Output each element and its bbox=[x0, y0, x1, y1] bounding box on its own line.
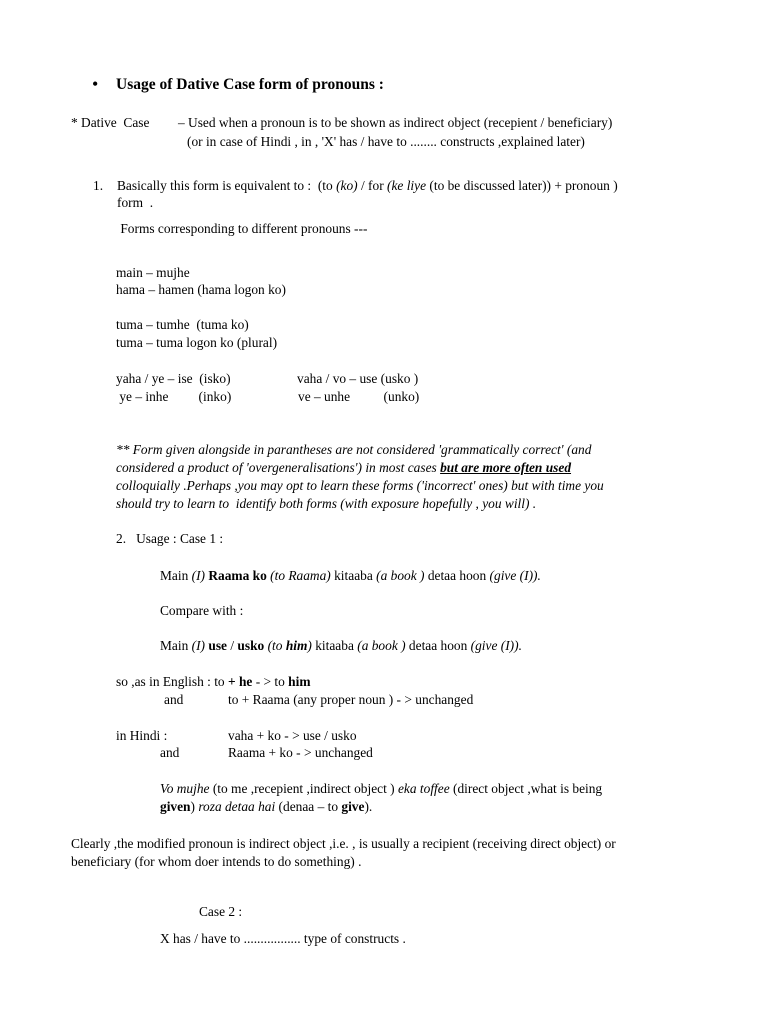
text-run: given bbox=[160, 799, 191, 814]
text-run: - > to bbox=[252, 674, 289, 689]
text-run: Main bbox=[160, 638, 192, 653]
item-1-line-2: form . bbox=[117, 195, 154, 210]
text-run: (to me ,recepient ,indirect object ) bbox=[209, 781, 398, 796]
pronoun-row: tuma – tuma logon ko (plural) bbox=[116, 335, 278, 350]
text-run: him bbox=[288, 674, 311, 689]
hindi-label: in Hindi : bbox=[116, 728, 168, 743]
summary-line-2: beneficiary (for whom doer intends to do something) . bbox=[71, 854, 362, 869]
english-and: and bbox=[164, 692, 184, 707]
note-line-4: should try to learn to identify both forms (with exposure hopefully , you will) . bbox=[116, 496, 537, 511]
dative-definition-2: (or in case of Hindi , in , 'X' has / have to ........ constructs ,explained later) bbox=[187, 134, 585, 149]
pronoun-row: ve – unhe (unko) bbox=[298, 389, 420, 404]
text-run: (ko) bbox=[336, 178, 358, 193]
dative-label: * Dative Case bbox=[71, 115, 150, 130]
pronoun-row: hama – hamen (hama logon ko) bbox=[116, 282, 286, 297]
hindi-rule-2: Raama + ko - > unchanged bbox=[228, 745, 373, 760]
note-line-3: colloquially .Perhaps ,you may opt to learn these forms ('incorrect' ones) but with time you bbox=[116, 478, 604, 493]
pronoun-row: vaha / vo – use (usko ) bbox=[297, 371, 419, 386]
pronoun-row: main – mujhe bbox=[116, 265, 190, 280]
text-run: (give (I)). bbox=[489, 568, 541, 583]
text-run: (I) bbox=[191, 638, 206, 653]
text-run: / bbox=[226, 638, 238, 653]
text-run: Raama ko bbox=[208, 568, 267, 583]
text-run: so ,as in English : to bbox=[116, 674, 228, 689]
text-run: roza detaa hai bbox=[198, 799, 276, 814]
text-run: kitaaba bbox=[330, 568, 377, 583]
text-run: ). bbox=[364, 799, 373, 814]
text-run: Basically this form is equivalent to : (to bbox=[117, 178, 337, 193]
text-run: considered a product of 'overgeneralisations') in most cases bbox=[116, 460, 441, 475]
summary-line-1: Clearly ,the modified pronoun is indirect object ,i.e. , is usually a recipient (receiving direct object) or bbox=[71, 836, 616, 851]
text-run: kitaaba bbox=[311, 638, 358, 653]
note-line-2 bbox=[116, 459, 571, 476]
example-line-2 bbox=[160, 798, 372, 815]
text-run: (I) bbox=[191, 568, 206, 583]
text-run: (ke liye bbox=[387, 178, 427, 193]
text-run: (a book ) bbox=[357, 638, 406, 653]
text-run: + he bbox=[227, 674, 253, 689]
emphasis-text: but are more often used bbox=[440, 460, 572, 475]
pronoun-row: ye – inhe (inko) bbox=[116, 389, 232, 404]
example-line-1 bbox=[160, 780, 602, 797]
example-sentence-1 bbox=[160, 567, 541, 584]
item-1-line-1 bbox=[117, 177, 618, 194]
text-run: (to Raama) bbox=[270, 568, 331, 583]
text-run: Vo mujhe bbox=[160, 781, 210, 796]
text-run: (direct object ,what is being bbox=[449, 781, 603, 796]
text-run: detaa hoon bbox=[405, 638, 471, 653]
case-2-title: Case 2 : bbox=[199, 904, 243, 919]
text-run: eka toffee bbox=[397, 781, 450, 796]
text-run: give bbox=[341, 799, 365, 814]
page-heading: Usage of Dative Case form of pronouns : bbox=[116, 76, 384, 93]
english-rule-2: to + Raama (any proper noun ) - > unchanged bbox=[228, 692, 474, 707]
text-run: / for bbox=[357, 178, 388, 193]
dative-definition-1: – Used when a pronoun is to be shown as indirect object (recepient / beneficiary) bbox=[178, 115, 613, 130]
text-run: (to bbox=[267, 638, 286, 653]
text-run: (denaa – to bbox=[275, 799, 342, 814]
text-run: usko bbox=[237, 638, 265, 653]
text-run: detaa hoon bbox=[424, 568, 490, 583]
item-1-number: 1. bbox=[93, 178, 104, 193]
bullet-icon: • bbox=[92, 74, 99, 94]
item-2-title: 2. Usage : Case 1 : bbox=[116, 531, 224, 546]
hindi-rule-1: vaha + ko - > use / usko bbox=[228, 728, 357, 743]
text-run: him bbox=[285, 638, 308, 653]
text-run: Main bbox=[160, 568, 192, 583]
pronoun-row: yaha / ye – ise (isko) bbox=[116, 371, 231, 386]
forms-intro: Forms corresponding to different pronouns --- bbox=[117, 221, 368, 236]
hindi-and: and bbox=[160, 745, 180, 760]
text-run: use bbox=[208, 638, 227, 653]
text-run: (a book ) bbox=[376, 568, 425, 583]
example-sentence-2 bbox=[160, 637, 522, 654]
case-2-text: X has / have to ................. type of constructs . bbox=[160, 931, 406, 946]
english-rule-1 bbox=[116, 673, 311, 690]
text-run: ) bbox=[307, 638, 312, 653]
pronoun-row: tuma – tumhe (tuma ko) bbox=[116, 317, 249, 332]
compare-label: Compare with : bbox=[160, 603, 244, 618]
text-run: (give (I)). bbox=[470, 638, 522, 653]
note-line-1: ** Form given alongside in parantheses are not considered 'grammatically correct' (and bbox=[116, 442, 592, 457]
text-run: ) bbox=[190, 799, 199, 814]
text-run: (to be discussed later)) + pronoun ) bbox=[426, 178, 618, 193]
